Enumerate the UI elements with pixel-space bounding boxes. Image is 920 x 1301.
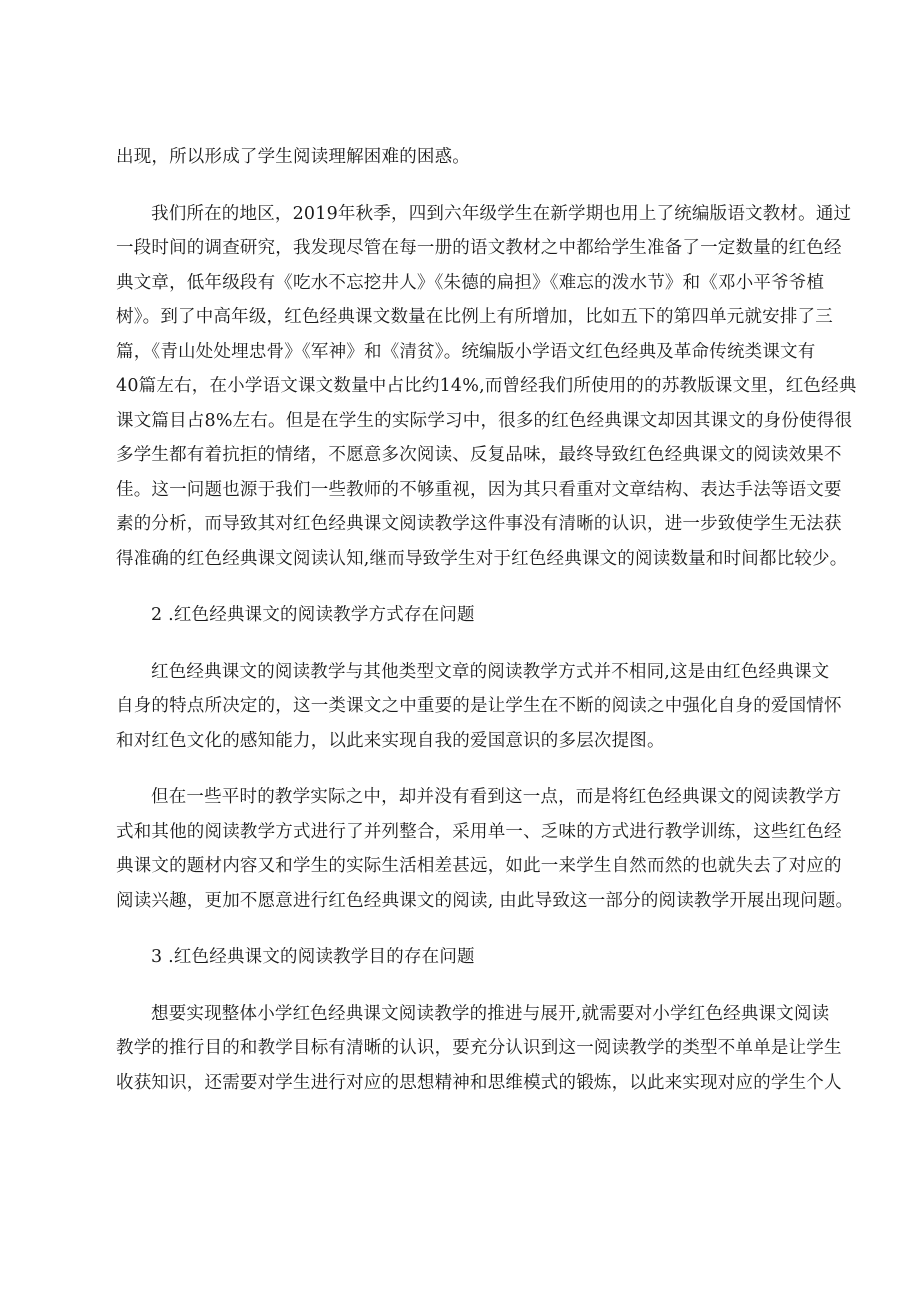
paragraph-gap: [116, 918, 812, 940]
paragraph-line: 阅读兴趣，更加不愿意进行红色经典课文的阅读, 由此导致这一部分的阅读教学开展出现问题。: [116, 890, 854, 911]
paragraph-line: 一段时间的调查研究，我发现尽管在每一册的语文教材之中都给学生准备了一定数量的红色经: [116, 238, 842, 258]
paragraph-line: 收获知识，还需要对学生进行对应的思想精神和思维模式的锻炼，以此来实现对应的学生个人: [116, 1072, 842, 1093]
paragraph-gap: [116, 758, 812, 780]
paragraph-2: [116, 655, 842, 759]
document-page: [116, 140, 857, 1100]
section-heading-2: 2 .红色经典课文的阅读教学方式存在问题: [151, 605, 475, 625]
paragraph-line: 40篇左右，在小学语文课文数量中占比约14%,而曾经我们所使用的的苏教版课文里，红色经典: [116, 376, 857, 396]
paragraph-line: 我们所在的地区，2019年秋季，四到六年级学生在新学期也用上了统编版语文教材。通过: [151, 203, 852, 224]
paragraph-gap: [116, 975, 812, 997]
paragraph-1: [116, 197, 857, 577]
paragraph-4: [116, 997, 842, 1101]
paragraph-line: 课文篇目占8%左右。但是在学生的实际学习中，很多的红色经典课文却因其课文的身份使得很: [116, 410, 853, 431]
paragraph-line: 典课文的题材内容又和学生的实际生活相差甚远，如此一来学生自然而然的也就失去了对应的: [116, 856, 842, 876]
paragraph-line: 出现，所以形成了学生阅读理解困难的困惑。: [116, 147, 470, 167]
paragraph-line: 得准确的红色经典课文阅读认知,继而导致学生对于红色经典课文的阅读数量和时间都比较少。: [116, 548, 848, 569]
paragraph-line: 多学生都有着抗拒的情绪，不愿意多次阅读、反复品味，最终导致红色经典课文的阅读效果不: [116, 445, 842, 465]
paragraph-line: 式和其他的阅读教学方式进行了并列整合，采用单一、乏味的方式进行教学训练，这些红色经: [116, 821, 842, 842]
paragraph-line: 和对红色文化的感知能力，以此来实现自我的爱国意识的多层次提图。: [116, 730, 665, 751]
paragraph-line: 篇，《青山处处埋忠骨》《军神》和《清贫》。统编版小学语文红色经典及革命传统类课文有: [116, 341, 816, 362]
paragraph-line: 素的分析，而导致其对红色经典课文阅读教学这件事没有清晰的认识，进一步致使学生无法获: [116, 514, 842, 534]
paragraph-gap: [116, 633, 812, 655]
paragraph-line: 但在一些平时的教学实际之中，却并没有看到这一点，而是将红色经典课文的阅读教学方: [151, 787, 842, 807]
paragraph-3: [116, 780, 854, 918]
paragraph-gap: [116, 175, 812, 197]
paragraph-line: 典文章，低年级段有《吃水不忘挖井人》《朱德的扁担》《难忘的泼水节》和《邓小平爷爷植: [116, 272, 825, 293]
section-heading-3: 3 .红色经典课文的阅读教学目的存在问题: [151, 947, 475, 967]
paragraph-gap: [116, 576, 812, 598]
paragraph-line: 想要实现整体小学红色经典课文阅读教学的推进与展开,就需要对小学红色经典课文阅读: [151, 1003, 830, 1024]
paragraph-line: 教学的推行目的和教学目标有清晰的认识，要充分认识到这一阅读教学的类型不单单是让学生: [116, 1038, 842, 1058]
paragraph-line: 佳。这一问题也源于我们一些教师的不够重视，因为其只看重对文章结构、表达手法等语文要: [116, 479, 842, 500]
paragraph-line: 红色经典课文的阅读教学与其他类型文章的阅读教学方式并不相同,这是由红色经典课文: [151, 661, 830, 682]
paragraph-line: 自身的特点所决定的，这一类课文之中重要的是让学生在不断的阅读之中强化自身的爱国情怀: [116, 696, 842, 716]
paragraph-line: 树》。到了中高年级，红色经典课文数量在比例上有所增加，比如五下的第四单元就安排了三: [116, 307, 833, 327]
